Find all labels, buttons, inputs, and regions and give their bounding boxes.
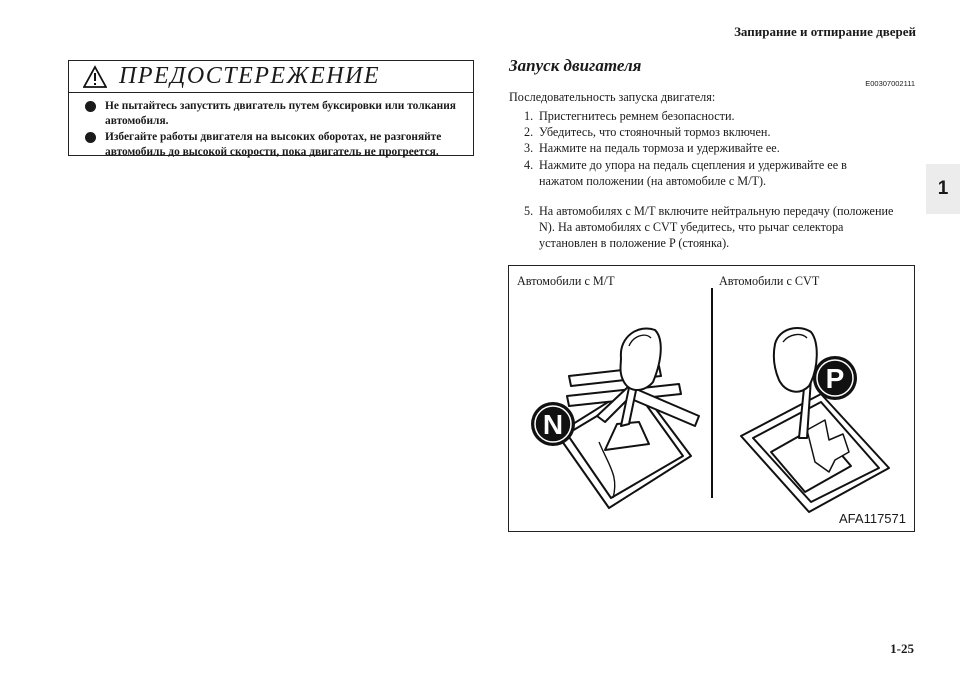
step-number: 4. bbox=[524, 157, 534, 172]
warning-list bbox=[85, 99, 465, 161]
park-badge-label: P bbox=[825, 363, 845, 394]
step-text: Нажмите на педаль тормоза и удерживайте ее. bbox=[539, 141, 780, 156]
section-code: E00307002111 bbox=[865, 79, 915, 88]
cvt-shifter-illustration bbox=[741, 328, 889, 512]
page-number: 1-25 bbox=[890, 641, 914, 656]
warning-title: ПРЕДОСТЕРЕЖЕНИЕ bbox=[119, 63, 381, 89]
figure-label-cvt: Автомобили с CVT bbox=[719, 274, 820, 288]
warning-item-text: Не пытайтесь запустить двигатель путем буксировки или толкания автомобиля. bbox=[105, 100, 456, 127]
step-text: На автомобилях с M/T включите нейтральную передачу (положение N). На автомобилях с CVT убедитесь, что рычаг селектора установлен в положение P (стоянка). bbox=[539, 204, 894, 251]
step-number: 3. bbox=[524, 141, 534, 156]
figure-code: AFA117571 bbox=[839, 511, 906, 526]
page-header: Запирание и отпирание дверей bbox=[734, 24, 916, 39]
manual-shifter-illustration bbox=[557, 328, 699, 508]
gear-figure bbox=[508, 265, 915, 532]
steps-list bbox=[524, 108, 894, 252]
step-item bbox=[524, 157, 894, 189]
step-number: 1. bbox=[524, 109, 534, 123]
warning-box bbox=[68, 60, 474, 156]
gear-illustration bbox=[509, 266, 914, 531]
step-text: Пристегнитесь ремнем безопасности. bbox=[539, 109, 735, 123]
warning-triangle-icon bbox=[83, 65, 107, 89]
step-number: 5. bbox=[524, 204, 534, 219]
step-text: Нажмите до упора на педаль сцепления и удерживайте ее в нажатом положении (на автомобиле с M/T). bbox=[539, 157, 847, 188]
neutral-badge bbox=[531, 402, 575, 446]
section-intro: Последовательность запуска двигателя: bbox=[509, 90, 716, 104]
step-number: 2. bbox=[524, 125, 534, 140]
bullet-icon bbox=[85, 132, 96, 143]
warning-item bbox=[85, 130, 465, 160]
section-tab: 1 bbox=[926, 164, 960, 214]
park-badge bbox=[813, 356, 857, 400]
bullet-icon bbox=[85, 101, 96, 112]
step-item bbox=[524, 140, 894, 156]
warning-header bbox=[69, 61, 473, 93]
neutral-badge-label: N bbox=[542, 409, 564, 440]
figure-label-mt: Автомобили с M/T bbox=[517, 274, 615, 288]
step-item bbox=[524, 108, 894, 124]
warning-item bbox=[85, 99, 465, 129]
step-item bbox=[524, 203, 894, 252]
section-title: Запуск двигателя bbox=[509, 56, 642, 75]
step-item bbox=[524, 124, 894, 140]
step-text: Убедитесь, что стояночный тормоз включен. bbox=[539, 125, 771, 140]
warning-item-text: Избегайте работы двигателя на высоких оборотах, не разгоняйте автомобиль до высокой скорости, пока двигатель не прогреется. bbox=[105, 131, 442, 158]
